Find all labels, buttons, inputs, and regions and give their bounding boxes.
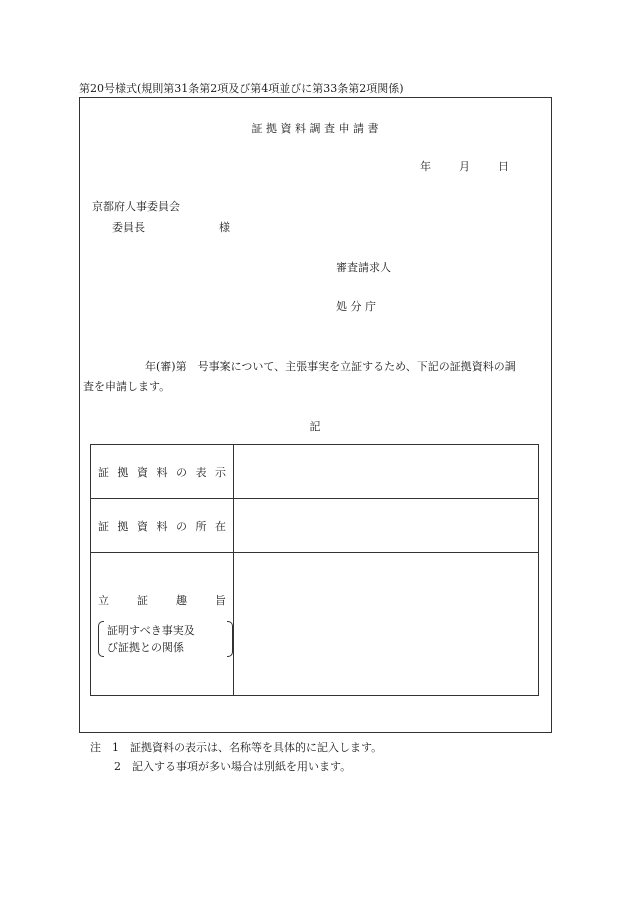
note-1: 注 1 証拠資料の表示は、名称等を具体的に記入します。 [90, 741, 383, 754]
document-title: 証 拠 資 料 調 査 申 請 書 [251, 122, 379, 135]
agency-label: 処 分 庁 [336, 300, 376, 313]
label-char: 所 [195, 519, 207, 533]
date-line [420, 158, 509, 174]
label-char: 拠 [117, 465, 129, 479]
ki-label: 記 [309, 420, 321, 433]
label-char: の [176, 519, 187, 533]
purpose-label [91, 553, 234, 696]
date-month: 月 [459, 160, 470, 173]
label-char: 料 [156, 519, 168, 533]
label-char: 証 [137, 593, 148, 607]
purpose-note-line-2: び証拠との関係 [107, 640, 184, 654]
addressee-honorific: 様 [219, 221, 230, 234]
purpose-field[interactable] [234, 553, 539, 696]
label-char: 旨 [215, 593, 226, 607]
label-char: 証 [98, 465, 109, 479]
evidence-display-field[interactable] [234, 445, 539, 499]
date-year: 年 [420, 160, 431, 173]
date-day: 日 [498, 160, 509, 173]
label-char: 資 [137, 465, 148, 479]
label-char: 在 [215, 519, 226, 533]
evidence-display-label [91, 445, 234, 499]
label-char: 拠 [117, 519, 129, 533]
label-char: 立 [98, 593, 109, 607]
label-char: 表 [195, 465, 207, 479]
table-row-evidence-location [91, 499, 539, 553]
body-text-line-2: 査を申請します。 [83, 380, 171, 393]
label-char: 趣 [176, 593, 187, 607]
evidence-location-field[interactable] [234, 499, 539, 553]
label-char: の [176, 465, 187, 479]
addressee-title: 委員長 [112, 221, 145, 234]
purpose-note [98, 621, 233, 657]
table-row-evidence-display [91, 445, 539, 499]
body-text-line-1: 年(審)第 号事案について、主張事実を立証するため、下記の証拠資料の調 [145, 360, 516, 373]
purpose-note-line-1: 証明すべき事実及 [107, 623, 195, 637]
label-char: 示 [215, 465, 226, 479]
label-char: 証 [98, 519, 109, 533]
label-char: 料 [156, 465, 168, 479]
detail-table [90, 444, 539, 696]
label-char: 資 [137, 519, 148, 533]
form-reference: 第20号様式(規則第31条第2項及び第4項並びに第33条第2項関係) [79, 82, 404, 95]
table-row-purpose [91, 553, 539, 696]
addressee-organization: 京都府人事委員会 [92, 200, 180, 213]
note-2: 2 記入する事項が多い場合は別紙を用います。 [114, 760, 352, 773]
evidence-location-label [91, 499, 234, 553]
requester-label: 審査請求人 [336, 261, 391, 274]
